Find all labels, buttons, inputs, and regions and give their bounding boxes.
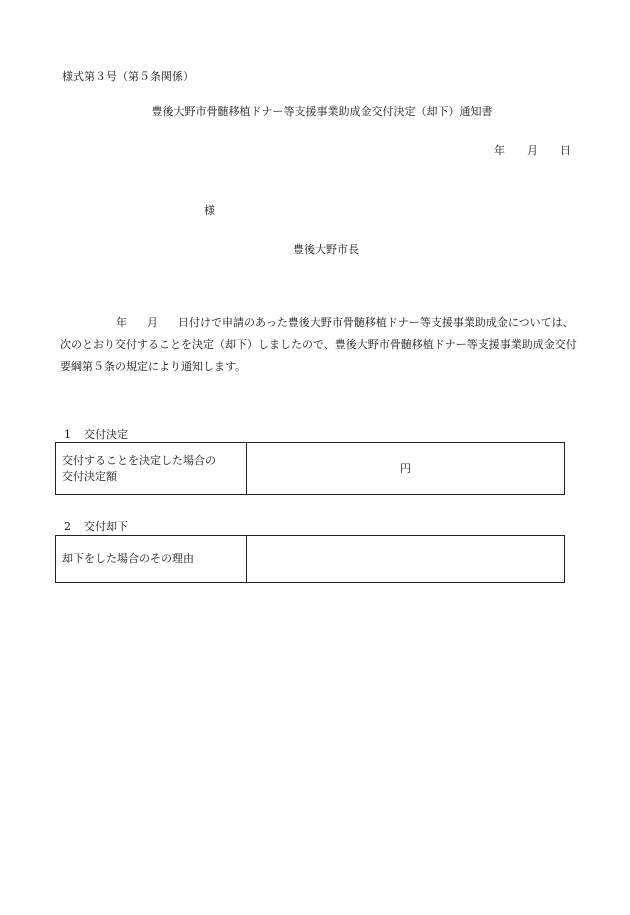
- table-row: [56, 536, 565, 583]
- grant-amount-label: [56, 443, 247, 495]
- notice-body: [60, 312, 582, 378]
- yen-unit: 円: [400, 461, 411, 475]
- document-title: 豊後大野市骨髄移植ドナー等支援事業助成金交付決定（却下）通知書: [151, 105, 493, 118]
- grant-amount-label-line2: 交付決定額: [62, 469, 117, 483]
- rejection-reason-value: [247, 536, 565, 583]
- form-number: 様式第３号（第５条関係）: [62, 70, 194, 83]
- body-text: 日付けで申請のあった豊後大野市骨髄移植ドナー等支援事業助成金については、次のとおり交付することを決定（却下）しましたので、豊後大野市骨髄移植ドナー等支援事業助成金交付要綱第５条の規定により通知します。: [60, 316, 577, 373]
- issuer-name: 豊後大野市長: [293, 243, 359, 256]
- rejection-table: [55, 535, 565, 583]
- body-year: 年: [116, 316, 127, 329]
- rejection-reason-label: 却下をした場合のその理由: [56, 536, 247, 583]
- date-line: [494, 142, 571, 158]
- grant-decision-table: [55, 442, 565, 495]
- section1-number: 1: [64, 428, 71, 441]
- recipient-suffix: 様: [204, 204, 215, 217]
- section2-number: 2: [64, 520, 71, 533]
- table-row: [56, 443, 565, 495]
- date-year: 年: [494, 144, 505, 157]
- grant-amount-value: [247, 443, 565, 495]
- section2-title: 交付却下: [84, 520, 128, 533]
- date-day: 日: [560, 144, 571, 157]
- section2-heading: [64, 518, 128, 534]
- date-month: 月: [527, 144, 538, 157]
- body-month: 月: [147, 316, 158, 329]
- section1-title: 交付決定: [84, 428, 128, 441]
- section1-heading: [64, 426, 128, 442]
- grant-amount-label-line1: 交付することを決定した場合の: [62, 453, 216, 467]
